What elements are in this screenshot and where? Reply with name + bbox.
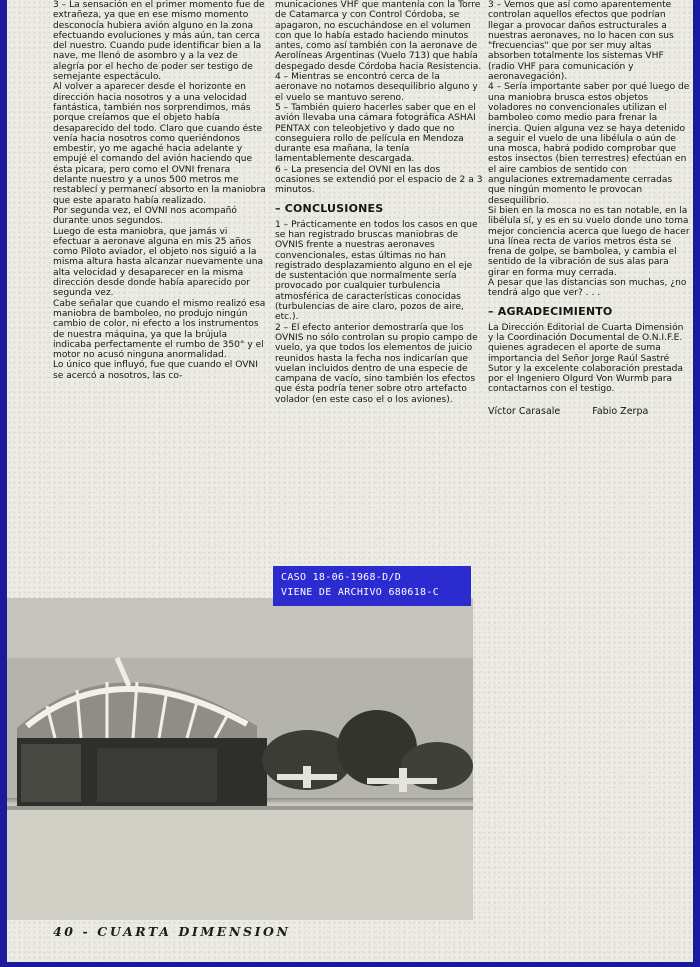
archive-stamp	[273, 566, 471, 606]
paragraph: 2 – El efecto anterior demostraría que los OVNIS no sólo controlan su propio campo de vuelo, ya que todos los elementos de juicio reunidos hasta la fecha nos indicarían que vuelan incluidos dentro de una especie de campana de vacío, sino también los efectos que ésta podría tener sobre otro artefacto volador (en este caso el o los aviones).	[275, 322, 478, 405]
paragraph: Lo único que influyó, fue que cuando el OVNI se acercó a nosotros, las co-	[53, 360, 258, 381]
article-column-3	[488, 0, 690, 417]
paragraph: Al volver a aparecer desde el horizonte en dirección hacia nosotros y a una velocidad fantástica, también nos sorprendimos, más porque creíamos que el objeto había desaparecido del todo. Claro que cuando éste venía hacia nosotros como queriéndonos embestir, yo me agaché hacia adelante y empujé el comando del avión haciendo que ésta picara, pero como el OVNI frenara delante nuestro y a unos 500 metros me restablecí y permanecí absorto en la maniobra que este aparato había realizado.	[53, 82, 266, 206]
page-footer: 40 - CUARTA DIMENSION	[53, 924, 291, 939]
paragraph: 4 – Sería importante saber por qué luego de una maniobra brusca estos objetos voladores no convencionales utilizan el bamboleo como medio para frenar la inercia. Quien alguna vez se haya detenido a seguir el vuelo de una libélula o aún de una mosca, habrá podido comprobar que estos insectos (bien terrestres) efectúan en el aire cambios de sentido con angulaciones extremadamente cerradas que ningún momento le provocan desequilibrio.	[488, 82, 690, 206]
paragraph: 5 – También quiero hacerles saber que en el avión llevaba una cámara fotográfica ASHAI PENTAX con teleobjetivo y dado que no conseguiera rollo de película en Mendoza durante esa mañana, la tenía lamentablemente descargada.	[275, 102, 476, 165]
paragraph: municaciones VHF que mantenía con la Torre de Catamarca y con Control Córdoba, se apagaron, no escuchándose en el volumen con que lo había estado haciendo minutos antes, como así también con la aeronave de Aerolíneas Argentinas (Vuelo 713) que había despegado desde Córdoba hacia Resistencia.	[275, 0, 482, 72]
section-heading-conclusiones: – CONCLUSIONES	[275, 201, 384, 215]
signatures	[488, 407, 690, 417]
hangar-photo-drawing	[7, 598, 473, 920]
signature-name: Fabio Zerpa	[592, 405, 649, 417]
case-id-text: CASO 18-06-1968-D/D	[281, 572, 402, 583]
scanned-page	[7, 0, 693, 962]
paragraph: Por segunda vez, el OVNI nos acompañó durante unos segundos.	[53, 205, 237, 227]
acknowledgement-text: La Dirección Editorial de Cuarta Dimensión y la Coordinación Documental de O.N.I.F.E. quienes agradecen el aporte de suma importancia del Señor Jorge Raúl Sastré Sutor y la excelente colaboración prestada por el Ingeniero Olgurd Von Wurmb para contactarnos con el testigo.	[488, 322, 684, 395]
paragraph: 3 – La sensación en el primer momento fue de extrañeza, ya que en ese mismo momento desconocía hubiera avión alguno en la zona efectuando evoluciones y más aún, tan cerca del nuestro. Cuando pude identificar bien a la nave, me llenó de asombro y a la vez de alegría por el hecho de poder ser testigo de semejante espectáculo.	[53, 0, 265, 83]
article-column-2	[275, 0, 483, 405]
signature-name: Víctor Carasale	[488, 405, 561, 417]
paragraph: A pesar que las distancias son muchas, ¿no tendrá algo que ver? . . .	[488, 278, 687, 299]
paragraph: 3 – Vemos que así como aparentemente controlan aquellos efectos que podrían llegar a provocar daños estructurales a nuestras aeronaves, no lo hacen con sus "frecuencias" que por ser muy altas absorben totalmente los sistemas VHF (radio VHF para comunicación y aeronavegación).	[488, 0, 674, 83]
paragraph: 1 – Prácticamente en todos los casos en que se han registrado bruscas maniobras de OVNIS frente a nuestras aeronaves convencionales, estas últimas no han registrado desplazamiento alguno en el eje de sustentación que normalmente sería provocado por cualquier turbulencia atmosférica de características conocidas (turbulencias de aire claro, pozos de aire, etc.).	[275, 219, 478, 323]
hangar-photo	[7, 598, 473, 920]
archive-ref-text: VIENE DE ARCHIVO 680618-C	[281, 587, 440, 598]
paragraph: 4 – Mientras se encontró cerca de la aeronave no notamos desequilibrio alguno y el vuelo se mantuvo sereno.	[275, 72, 478, 103]
paragraph: Cabe señalar que cuando el mismo realizó esa maniobra de bamboleo, no produjo ningún cambio de color, ni efecto a los instrumentos de nuestra máquina, ya que la brújula indicaba perfectamente el rumbo de 350° y el motor no acusó ninguna anormalidad.	[53, 298, 266, 361]
paragraph: Si bien en la mosca no es tan notable, en la libélula sí, y es en su vuelo donde uno toma mejor conciencia acerca que luego de hacer una línea recta de varios metros ésta se frena de golpe, se bambolea, y cambia el sentido de la vibración de sus alas para girar en forma muy cerrada.	[488, 205, 690, 278]
paragraph: Luego de esta maniobra, que jamás vi efectuar a aeronave alguna en mis 25 años como Piloto aviador, el objeto nos siguió a la misma altura hasta alcanzar nuevamente una alta velocidad y desaparecer en la misma dirección desde donde había aparecido por segunda vez.	[53, 226, 264, 299]
section-heading-agradecimiento: – AGRADECIMIENTO	[488, 304, 613, 318]
article-column-1	[53, 0, 267, 381]
paragraph: 6 – La presencia del OVNI en las dos ocasiones se extendió por el espacio de 2 a 3 minutos.	[275, 164, 483, 196]
